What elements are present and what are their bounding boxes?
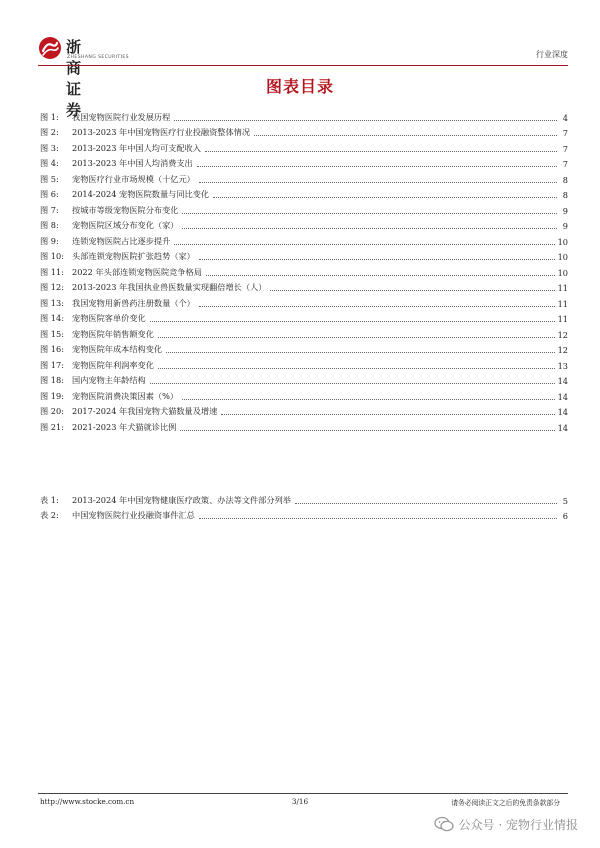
company-name-cn: 浙商证券 xyxy=(66,38,82,119)
table-entry[interactable] xyxy=(40,506,568,522)
entry-label: 图 17: xyxy=(40,359,64,370)
entry-leader-dots xyxy=(158,336,555,338)
wechat-icon xyxy=(434,816,454,832)
figure-entry[interactable] xyxy=(40,371,568,387)
entry-title: 宠物医院消费决策因素（%） xyxy=(72,390,179,401)
figure-list xyxy=(40,107,568,433)
entry-page-number: 10 xyxy=(557,252,568,262)
entry-label: 图 16: xyxy=(40,344,64,354)
figure-entry[interactable] xyxy=(40,231,568,247)
entry-leader-dots xyxy=(199,517,557,519)
entry-label: 表 2: xyxy=(40,510,59,520)
entry-title: 按城市等级宠物医院分布变化 xyxy=(72,204,179,215)
entry-label: 图 3: xyxy=(40,142,59,153)
entry-title: 宠物医院区域分布变化（家） xyxy=(72,220,179,230)
entry-page-number: 11 xyxy=(557,283,568,293)
company-name-en: ZHESHANG SECURITIES xyxy=(67,55,129,60)
entry-label: 图 11: xyxy=(40,266,64,277)
entry-label: 图 4: xyxy=(40,158,59,168)
entry-label: 图 2: xyxy=(40,127,59,137)
figure-entry[interactable] xyxy=(40,417,568,433)
entry-label: 图 6: xyxy=(40,189,59,199)
entry-title: 2013-2023 年中国宠物医疗行业投融资整体情况 xyxy=(72,127,251,137)
entry-leader-dots xyxy=(205,150,557,152)
table-entry[interactable] xyxy=(40,490,568,506)
entry-leader-dots xyxy=(182,227,557,229)
entry-page-number: 11 xyxy=(557,298,568,309)
entry-label: 图 13: xyxy=(40,297,64,308)
entry-label: 图 21: xyxy=(40,421,64,432)
entry-title: 我国宠物用新兽药注册数量（个） xyxy=(72,297,195,308)
entry-title: 2022 年头部连锁宠物医院竞争格局 xyxy=(72,266,202,277)
figure-entry[interactable] xyxy=(40,293,568,309)
entry-leader-dots xyxy=(206,274,555,276)
header-rule xyxy=(38,65,568,66)
entry-title: 宠物医院客单价变化 xyxy=(72,313,146,323)
entry-page-number: 9 xyxy=(562,221,568,231)
entry-page-number: 7 xyxy=(562,128,568,138)
entry-label: 图 12: xyxy=(40,282,64,292)
entry-page-number: 12 xyxy=(557,329,568,340)
figure-entry[interactable] xyxy=(40,169,568,185)
watermark-text: 公众号 · 宠物行业情报 xyxy=(458,817,578,832)
entry-title: 宠物医院年销售额变化 xyxy=(72,328,154,339)
entry-leader-dots xyxy=(174,243,554,245)
entry-leader-dots xyxy=(221,413,554,415)
entry-leader-dots xyxy=(199,181,557,183)
entry-page-number: 14 xyxy=(557,407,568,417)
entry-leader-dots xyxy=(254,134,557,136)
entry-leader-dots xyxy=(199,305,555,307)
entry-label: 表 1: xyxy=(40,494,59,505)
entry-page-number: 8 xyxy=(562,174,568,185)
figure-entry[interactable] xyxy=(40,278,568,294)
entry-label: 图 15: xyxy=(40,328,64,339)
entry-leader-dots xyxy=(150,320,555,322)
entry-page-number: 11 xyxy=(557,314,568,324)
footer-page-number: 3/16 xyxy=(291,797,309,806)
figure-entry[interactable] xyxy=(40,107,568,123)
entry-label: 图 9: xyxy=(40,235,59,246)
figure-entry[interactable] xyxy=(40,324,568,340)
entry-label: 图 18: xyxy=(40,375,64,385)
entry-title: 2013-2024 年中国宠物健康医疗政策、办法等文件部分列举 xyxy=(72,494,291,505)
entry-title: 2017-2024 年我国宠物犬猫数量及增速 xyxy=(72,406,218,416)
entry-leader-dots xyxy=(199,258,555,260)
figure-entry[interactable] xyxy=(40,123,568,139)
entry-label: 图 8: xyxy=(40,220,59,230)
table-list xyxy=(40,490,568,521)
watermark xyxy=(434,814,578,834)
page-title: 图表目录 xyxy=(265,77,334,96)
entry-page-number: 10 xyxy=(557,267,568,278)
figure-entry[interactable] xyxy=(40,185,568,201)
entry-leader-dots xyxy=(182,212,557,214)
entry-page-number: 13 xyxy=(557,360,568,371)
figure-entry[interactable] xyxy=(40,355,568,371)
entry-page-number: 10 xyxy=(557,236,568,247)
figure-entry[interactable] xyxy=(40,216,568,232)
entry-label: 图 7: xyxy=(40,204,59,215)
figure-entry[interactable] xyxy=(40,154,568,170)
entry-leader-dots xyxy=(150,382,555,384)
entry-label: 图 5: xyxy=(40,173,59,184)
entry-title: 宠物医院年成本结构变化 xyxy=(72,344,163,354)
entry-leader-dots xyxy=(295,502,557,504)
figure-entry[interactable] xyxy=(40,138,568,154)
entry-title: 宠物医院年利润率变化 xyxy=(72,359,154,370)
entry-title: 中国宠物医院行业投融资事件汇总 xyxy=(72,510,195,520)
figure-entry[interactable] xyxy=(40,247,568,263)
figure-entry[interactable] xyxy=(40,386,568,402)
entry-leader-dots xyxy=(197,165,557,167)
entry-title: 连锁宠物医院占比逐步提升 xyxy=(72,235,171,246)
figure-entry[interactable] xyxy=(40,402,568,418)
entry-label: 图 10: xyxy=(40,251,64,261)
entry-leader-dots xyxy=(270,289,554,291)
entry-title: 2021-2023 年犬猫就诊比例 xyxy=(72,421,177,432)
entry-title: 2013-2023 年我国执业兽医数量实现翻倍增长（人） xyxy=(72,282,267,292)
entry-page-number: 4 xyxy=(562,112,568,123)
entry-label: 图 19: xyxy=(40,390,64,401)
entry-leader-dots xyxy=(182,398,555,400)
entry-page-number: 9 xyxy=(562,205,568,216)
entry-title: 2013-2023 年中国人均消费支出 xyxy=(72,158,193,168)
footer-url[interactable]: http://www.stocke.com.cn xyxy=(40,797,135,806)
entry-title: 头部连锁宠物医院扩张趋势（家） xyxy=(72,251,195,261)
entry-leader-dots xyxy=(158,367,555,369)
entry-leader-dots xyxy=(213,196,557,198)
entry-leader-dots xyxy=(174,119,557,121)
entry-title: 国内宠物主年龄结构 xyxy=(72,375,146,385)
entry-page-number: 7 xyxy=(562,159,568,169)
footer-disclaimer: 请务必阅读正文之后的免责条款部分 xyxy=(451,799,560,807)
entry-page-number: 8 xyxy=(562,190,568,200)
entry-page-number: 14 xyxy=(557,391,568,402)
footer-rule xyxy=(38,793,568,794)
entry-label: 图 14: xyxy=(40,313,64,323)
entry-label: 图 1: xyxy=(40,111,59,122)
figure-entry[interactable] xyxy=(40,200,568,216)
entry-title: 宠物医疗行业市场规模（十亿元） xyxy=(72,173,195,184)
entry-page-number: 12 xyxy=(557,345,568,355)
figure-entry[interactable] xyxy=(40,309,568,325)
entry-label: 图 20: xyxy=(40,406,64,416)
entry-title: 我国宠物医院行业发展历程 xyxy=(72,111,171,122)
entry-leader-dots xyxy=(166,351,555,353)
entry-leader-dots xyxy=(180,429,554,431)
entry-page-number: 7 xyxy=(562,143,568,154)
logo-mark-icon xyxy=(38,36,62,60)
figure-entry[interactable] xyxy=(40,262,568,278)
entry-page-number: 14 xyxy=(557,376,568,386)
entry-page-number: 6 xyxy=(562,511,568,521)
report-type: 行业深度 xyxy=(536,50,568,59)
entry-page-number: 14 xyxy=(557,422,568,433)
entry-page-number: 5 xyxy=(562,495,568,506)
figure-entry[interactable] xyxy=(40,340,568,356)
entry-title: 2013-2023 年中国人均可支配收入 xyxy=(72,142,201,153)
entry-title: 2014-2024 宠物医院数量与同比变化 xyxy=(72,189,210,199)
